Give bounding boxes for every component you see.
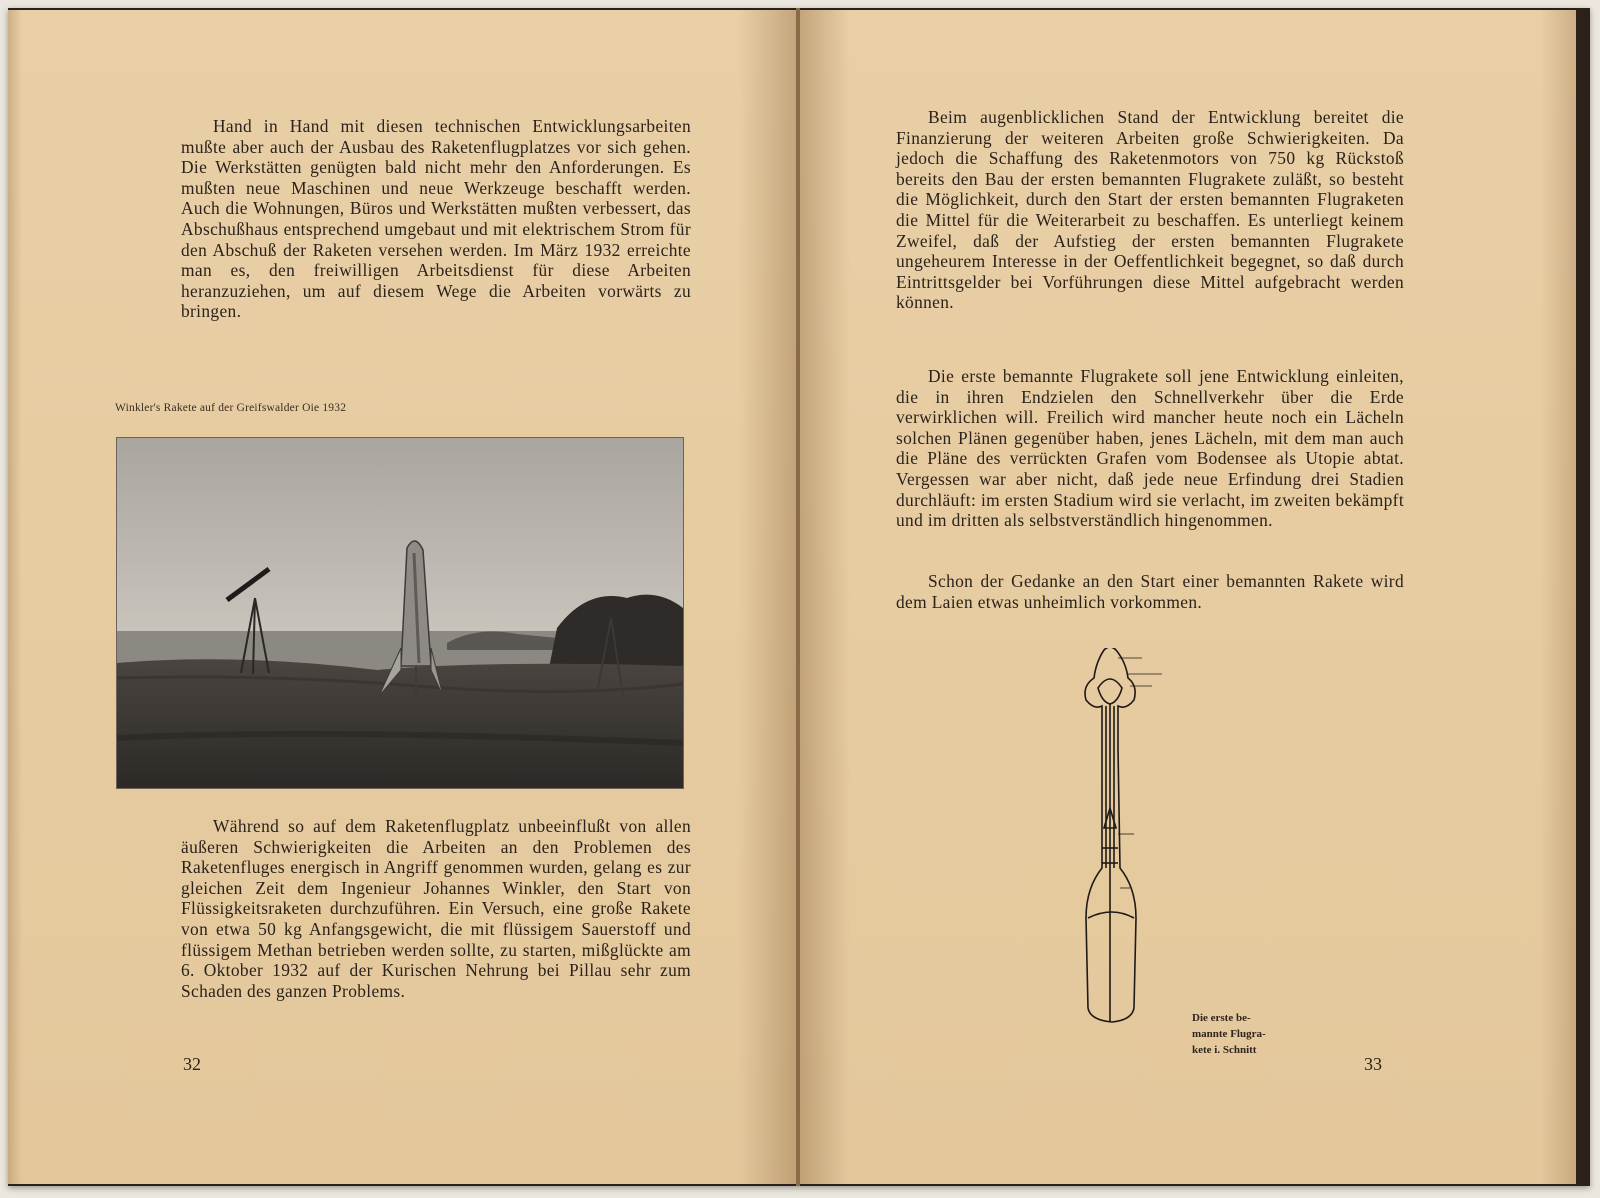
rocket-photo: [116, 437, 684, 789]
rocket-cutaway-diagram: [1072, 648, 1192, 1038]
left-paragraph-2: Während so auf dem Raketenflugplatz unbeeinflußt von allen äußeren Schwierigkeiten die Arbeiten an den Problemen des Raketenfluges energisch in Angriff genommen wurden, gelang es zur gleichen Zeit dem Ingenieur Johannes Winkler, den Start von Flüssigkeitsraketen durchzuführen. Ein Versuch, eine große Rakete von etwa 50 kg Anfangsgewicht, die mit flüssigem Sauerstoff und flüssigem Methan betrieben werden sollte, zu starten, mißglückte am 6. Oktober 1932 auf der Kurischen Nehrung bei Pillau sehr zum Schaden des ganzen Problems.: [181, 816, 691, 1001]
left-page: [8, 10, 796, 1184]
right-paragraph-2: Die erste bemannte Flugrakete soll jene Entwicklung einleiten, die in ihren Endzielen den Schnellverkehr über die Erde verwirklichen will. Freilich wird mancher heute noch ein Lächeln solchen Plänen gegenüber haben, jenes Lächeln, mit dem man auch die Pläne des verrückten Grafen vom Bodensee als Utopie abtat. Vergessen war aber nicht, daß jede neue Erfindung drei Stadien durchläuft: im ersten Stadium wird sie verlacht, im zweiten bekämpft und im dritten als selbstverständlich hingenommen.: [896, 366, 1404, 531]
right-paragraph-3: Schon der Gedanke an den Start einer bemannten Rakete wird dem Laien etwas unheimlich vorkommen.: [896, 571, 1404, 612]
right-page: [800, 10, 1576, 1184]
photo-caption: Winkler's Rakete auf der Greifswalder Oie 1932: [115, 402, 347, 414]
left-paragraph-1: Hand in Hand mit diesen technischen Entwicklungsarbeiten mußte aber auch der Ausbau des Raketenflugplatzes vor sich gehen. Die Werkstätten genügten bald nicht mehr den Anforderungen. Es mußten neue Maschinen und neue Werkzeuge beschafft werden. Auch die Wohnungen, Büros und Werkstätten mußten verbessert, das Abschußhaus entsprechend umgebaut und mit elektrischem Strom für den Abschuß der Raketen versehen werden. Im März 1932 erreichte man es, den freiwilligen Arbeitsdienst für diese Arbeiten heranzuziehen, um auf diesem Wege die Arbeiten vorwärts zu bringen.: [181, 116, 691, 322]
page-number-left: 32: [183, 1054, 201, 1074]
figure-caption-line-2: mannte Flugra-: [1192, 1028, 1266, 1040]
page-number-right: 33: [1364, 1054, 1382, 1074]
right-paragraph-1: Beim augenblicklichen Stand der Entwicklung bereitet die Finanzierung der weiteren Arbeiten große Schwierigkeiten. Da jedoch die Schaffung des Raketenmotors von 750 kg Rückstoß bereits den Bau der ersten bemannten Flugrakete zuläßt, so besteht die Möglichkeit, durch den Start der ersten bemannten Flugraketen die Mittel für die Weiterarbeit zu beschaffen. Es unterliegt keinem Zweifel, daß der Aufstieg der ersten bemannten Flugrakete ungeheurem Interesse in der Oeffentlichkeit begegnet, so daß durch Eintrittsgelder bei Vorführungen diese Mittel aufgebracht werden können.: [896, 107, 1404, 313]
figure-caption-line-1: Die erste be-: [1192, 1012, 1251, 1024]
figure-caption: [1192, 1010, 1312, 1058]
figure-caption-line-3: kete i. Schnitt: [1192, 1044, 1257, 1056]
open-booklet: [8, 8, 1590, 1186]
